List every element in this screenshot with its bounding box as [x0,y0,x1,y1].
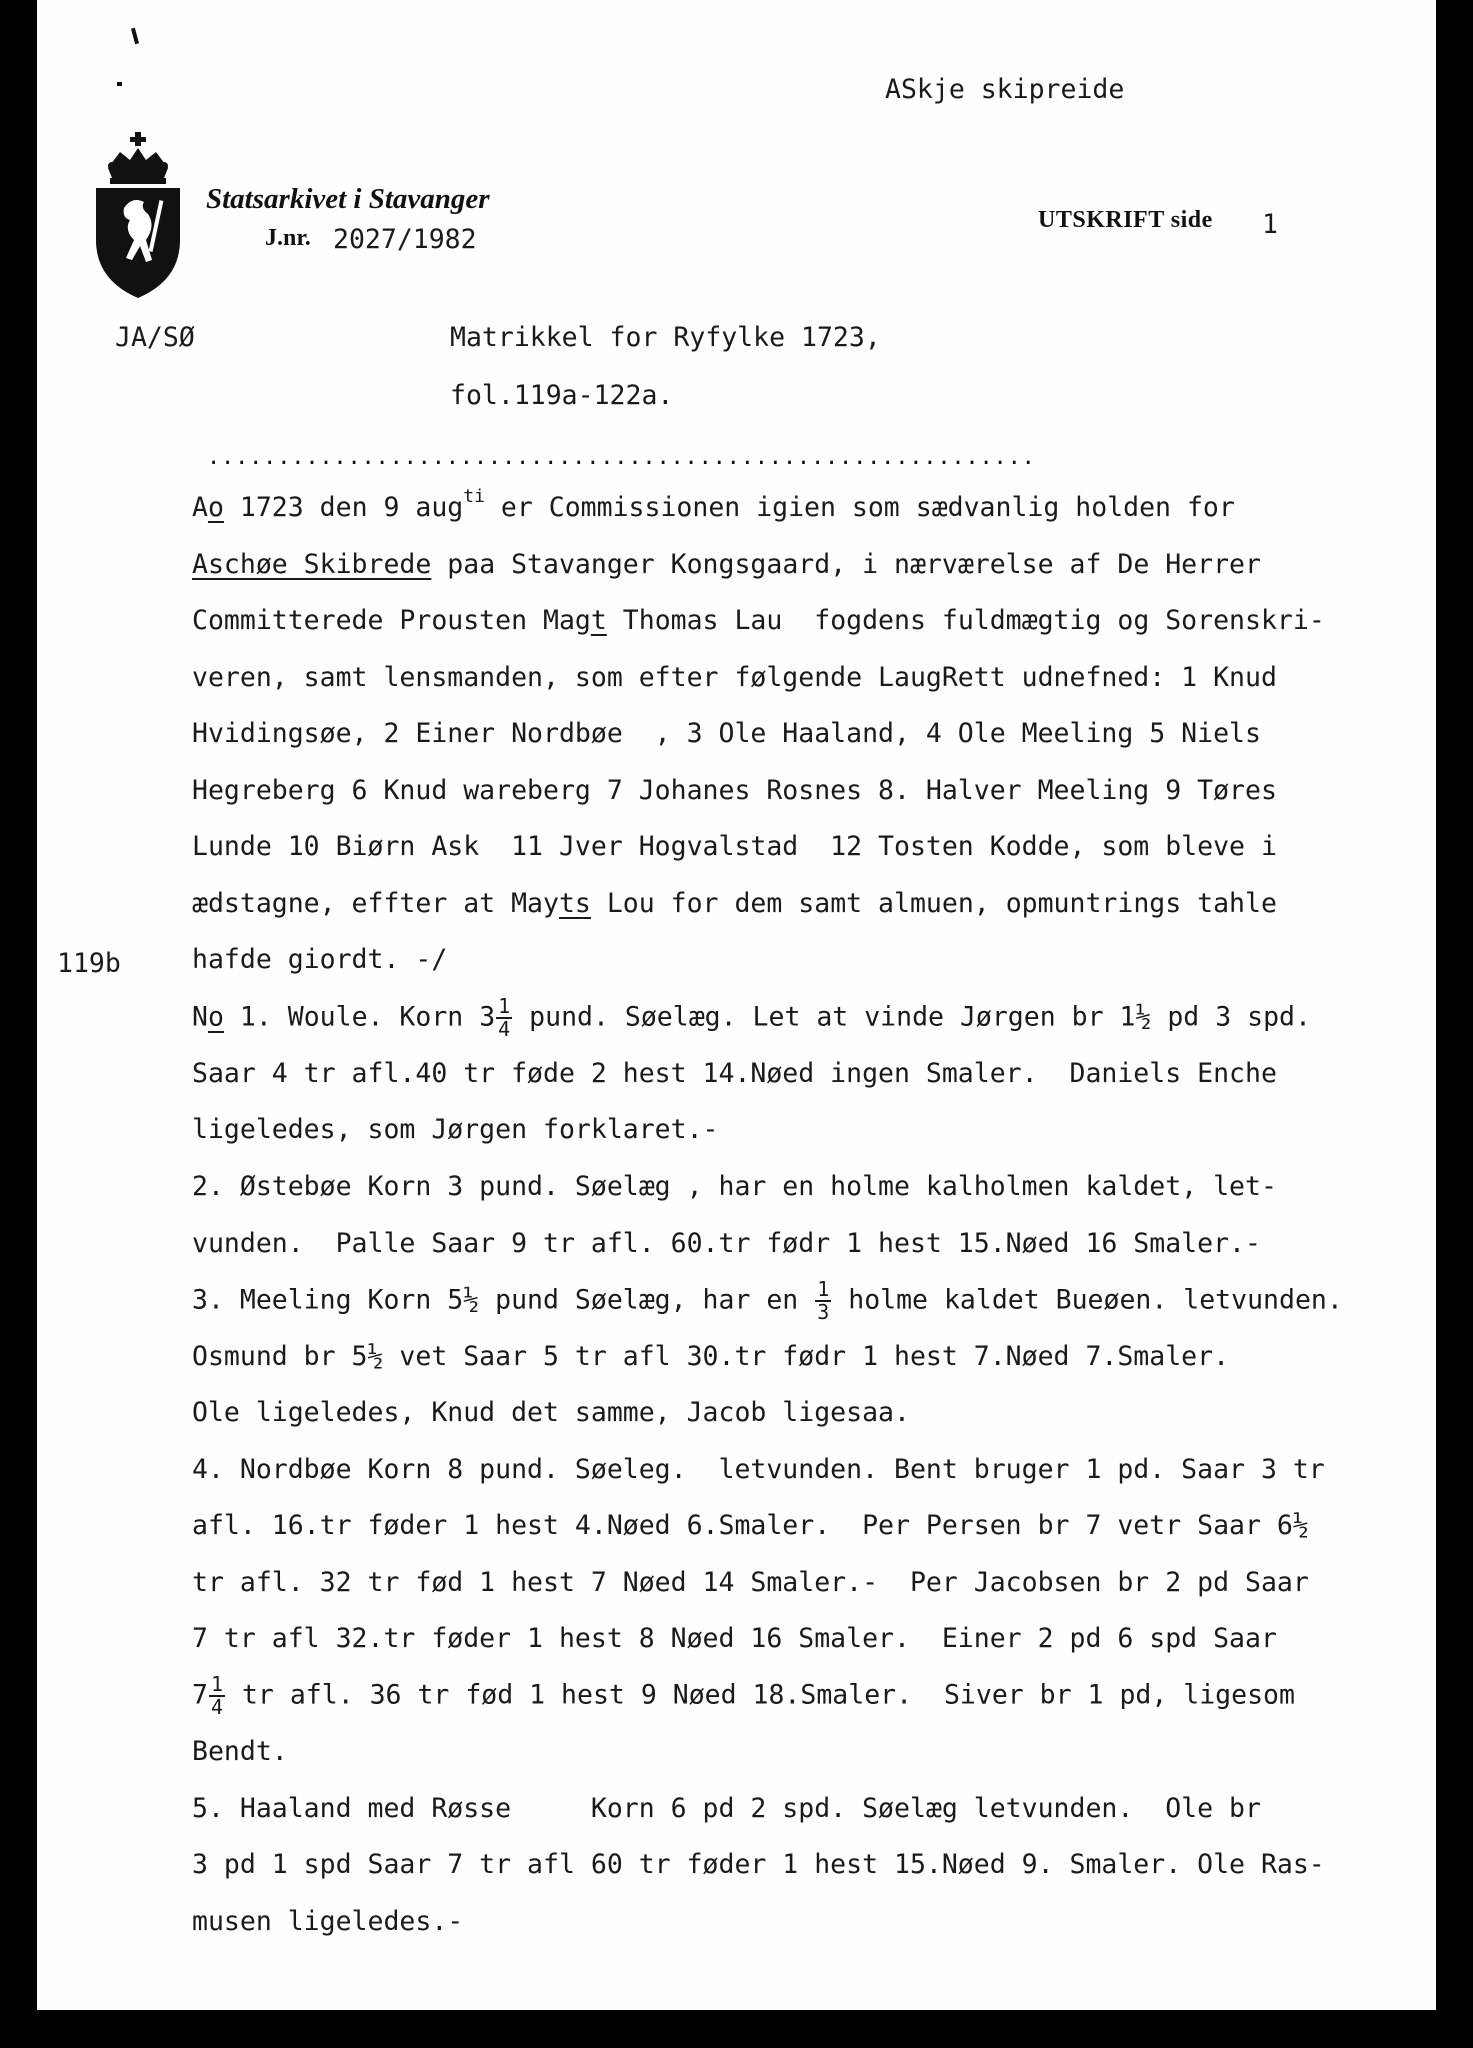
text-line: hafde giordt. -/ [192,944,448,975]
text-line: Hvidingsøe, 2 Einer Nordbøe , 3 Ole Haaland, 4 Ole Meeling 5 Niels [192,718,1261,749]
fraction: $\frac{1}{4}$ [210,1672,224,1719]
text-line: 3. Meeling Korn 5½ pund Søelæg, har en $\frac{1}{3}$ holme kaldet Bueøen. letvunden. [192,1277,1343,1324]
text-line: vunden. Palle Saar 9 tr afl. 60.tr fødr 1 hest 15.Nøed 16 Smaler.- [192,1228,1261,1259]
journal-number: 2027/1982 [333,224,477,255]
separator-dots: ........................................................... [207,445,1036,470]
utskrift-label: UTSKRIFT side [1038,207,1213,233]
document-title: Matrikkel for Ryfylke 1723, [450,322,881,353]
text-line: No 1. Woule. Korn 3 $\frac{1}{4}$ pund. Søelæg. Let at vinde Jørgen br 1½ pd 3 spd. [192,994,1311,1041]
margin-folio-note: 119b [57,948,121,979]
district-label: ASkje skipreide [885,74,1125,105]
folio-range: fol.119a-122a. [450,380,674,411]
text-line: 7 tr afl 32.tr føder 1 hest 8 Nøed 16 Smaler. Einer 2 pd 6 spd Saar [192,1623,1277,1654]
text-line: Ole ligeledes, Knud det samme, Jacob ligesaa. [192,1397,910,1428]
text-line: 5. Haaland med Røsse Korn 6 pd 2 spd. Søelæg letvunden. Ole br [192,1793,1261,1824]
text-line: afl. 16.tr føder 1 hest 4.Nøed 6.Smaler. Per Persen br 7 vetr Saar 6½ [192,1510,1309,1541]
text-line: Lunde 10 Biørn Ask 11 Jver Hogvalstad 12 Tosten Kodde, som bleve i [192,831,1277,862]
text-line: 2. Østebøe Korn 3 pund. Søelæg , har en holme kalholmen kaldet, let- [192,1171,1277,1202]
archive-name: Statsarkivet i Stavanger [206,183,490,215]
text-line: Aschøe Skibrede paa Stavanger Kongsgaard, i nærværelse af De Herrer [192,549,1261,580]
text-line: Ao 1723 den 9 aug$^{ti}$ er Commissionen igien som sædvanlig holden for [192,486,1235,523]
text-line: 4. Nordbøe Korn 8 pund. Søeleg. letvunden. Bent bruger 1 pd. Saar 3 tr [192,1454,1325,1485]
document-page [37,0,1436,2010]
text-line: ædstagne, effter at Mayts Lou for dem samt almuen, opmuntrings tahle [192,888,1277,919]
text-line: Bendt. [192,1736,288,1767]
coat-of-arms-logo [90,130,186,300]
text-line: veren, samt lensmanden, som efter følgende LaugRett udnefned: 1 Knud [192,662,1277,693]
stray-dot [117,82,122,86]
fraction: $\frac{1}{3}$ [817,1277,830,1324]
text-line: musen ligeledes.- [192,1906,464,1937]
text-line: 3 pd 1 spd Saar 7 tr afl 60 tr føder 1 hest 15.Nøed 9. Smaler. Ole Ras- [192,1849,1325,1880]
text-line: 7 $\frac{1}{4}$ tr afl. 36 tr fød 1 hest 9 Nøed 18.Smaler. Siver br 1 pd, ligesom [192,1672,1295,1719]
text-line: ligeledes, som Jørgen forklaret.- [192,1114,719,1145]
initials: JA/SØ [115,322,195,353]
fraction: $\frac{1}{4}$ [498,994,511,1041]
text-line: Hegreberg 6 Knud wareberg 7 Johanes Rosnes 8. Halver Meeling 9 Tøres [192,775,1277,806]
stray-mark [131,28,139,44]
text-line: Osmund br 5½ vet Saar 5 tr afl 30.tr fødr 1 hest 7.Nøed 7.Smaler. [192,1341,1230,1372]
journal-label: J.nr. [265,225,311,251]
page-number: 1 [1262,209,1278,240]
text-line: Committerede Prousten Magt Thomas Lau fogdens fuldmægtig og Sorenskri- [192,605,1325,636]
text-line: tr afl. 32 tr fød 1 hest 7 Nøed 14 Smaler.- Per Jacobsen br 2 pd Saar [192,1567,1309,1598]
text-line: Saar 4 tr afl.40 tr føde 2 hest 14.Nøed ingen Smaler. Daniels Enche [192,1058,1277,1089]
